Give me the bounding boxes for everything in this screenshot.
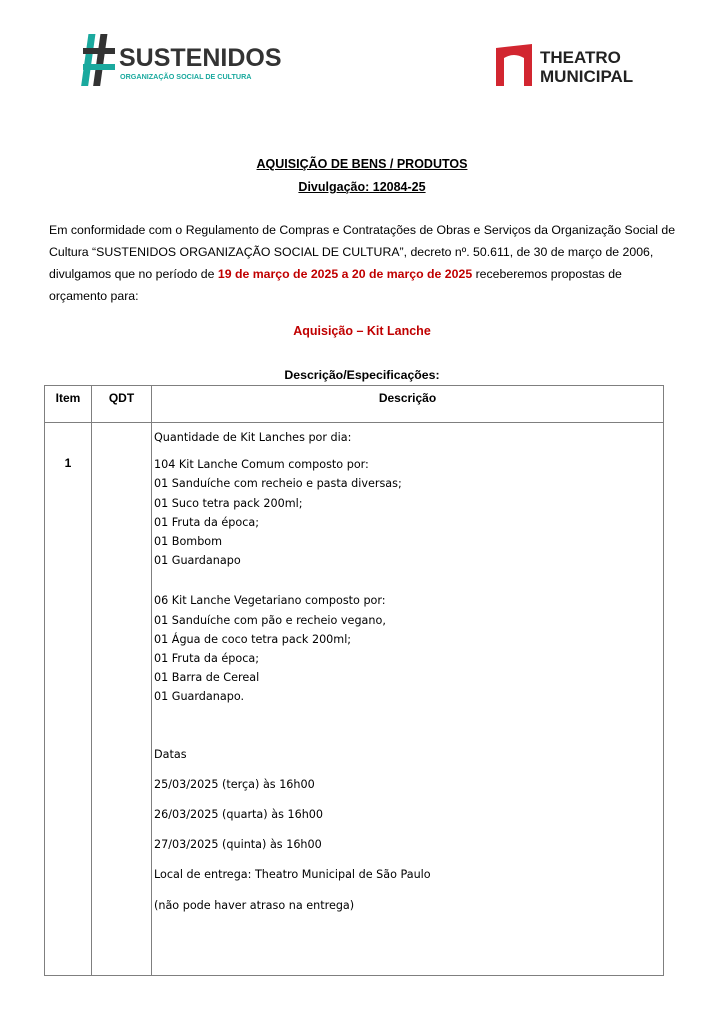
kit1-title: 104 Kit Lanche Comum composto por:	[154, 458, 369, 472]
column-divider	[91, 386, 92, 975]
kit1-line: 01 Fruta da época;	[154, 515, 260, 529]
disclosure-number: Divulgação: 12084-25	[298, 180, 426, 194]
specifications-title: Descrição/Especificações:	[284, 368, 440, 382]
kit2-line: 01 Guardanapo.	[154, 690, 245, 704]
hash-icon	[81, 34, 115, 86]
specifications-table	[44, 385, 664, 976]
date-entry: 26/03/2025 (quarta) às 16h00	[154, 808, 324, 822]
column-divider	[151, 386, 152, 975]
kit2-line: 01 Fruta da época;	[154, 652, 260, 666]
kit2-line: 01 Barra de Cereal	[154, 671, 260, 685]
intro-text-end: receberemos propostas de orçamento para:	[49, 267, 622, 303]
intro-period: 19 de março de 2025 a 20 de março de 2025	[217, 267, 473, 281]
theatro-wordmark: THEATRO	[540, 48, 621, 67]
dates-label: Datas	[154, 747, 187, 761]
date-entry: 27/03/2025 (quinta) às 16h00	[154, 838, 322, 852]
kit2-line: 01 Água de coco tetra pack 200ml;	[154, 632, 352, 646]
delivery-location: Local de entrega: Theatro Municipal de São Paulo	[154, 868, 431, 882]
sustenidos-logo	[83, 30, 282, 90]
kit2-line: 01 Sanduíche com pão e recheio vegano,	[154, 613, 386, 627]
quantity-intro: Quantidade de Kit Lanches por dia:	[154, 431, 352, 444]
header-item: Item	[55, 391, 81, 405]
kit1-line: 01 Suco tetra pack 200ml;	[154, 496, 303, 510]
subject-title: Aquisição – Kit Lanche	[293, 324, 431, 338]
date-entry: 25/03/2025 (terça) às 16h00	[154, 777, 315, 791]
municipal-wordmark: MUNICIPAL	[540, 67, 634, 86]
sustenidos-wordmark: SUSTENIDOS	[119, 44, 282, 72]
theatre-arch-icon	[496, 44, 532, 86]
document-title: AQUISIÇÃO DE BENS / PRODUTOS	[256, 157, 468, 171]
description-cell	[154, 428, 654, 915]
delivery-note: (não pode haver atraso na entrega)	[154, 898, 355, 912]
theatro-municipal-logo	[494, 42, 664, 92]
row-item-number: 1	[64, 456, 72, 470]
intro-paragraph	[49, 219, 679, 307]
kit2-title: 06 Kit Lanche Vegetariano composto por:	[154, 594, 386, 608]
kit1-line: 01 Guardanapo	[154, 554, 241, 568]
header-description: Descrição	[378, 391, 437, 405]
header-qdt: QDT	[108, 391, 135, 405]
sustenidos-tagline: ORGANIZAÇÃO SOCIAL DE CULTURA	[120, 72, 252, 81]
kit1-line: 01 Bombom	[154, 535, 223, 549]
intro-text-start: Em conformidade com o Regulamento de Compras e Contratações de Obras e Serviços da Organização Social de Cultura “SUSTENIDOS ORGANIZAÇÃO SOCIAL DE CULTURA”, decreto nº. 50.611, de 30 de março de 2006, divulgamos que no período de	[49, 223, 676, 281]
header-divider	[45, 422, 663, 423]
kit1-line: 01 Sanduíche com recheio e pasta diversas;	[154, 477, 402, 491]
